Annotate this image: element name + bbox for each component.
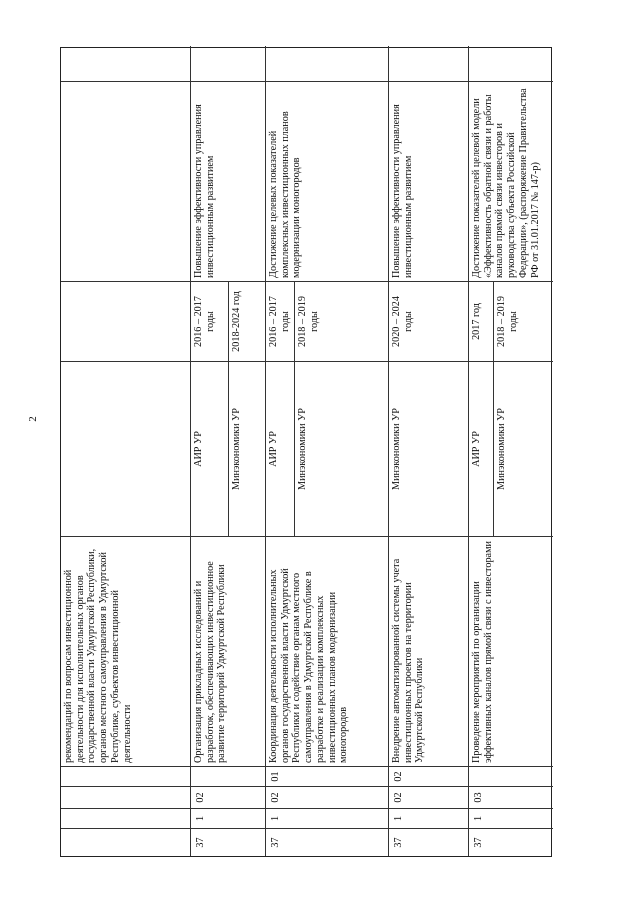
code-cell (61, 786, 190, 808)
event-name-cell: Организация прикладных исследований и разработок, обеспечивающих инвестиционное развитие территорий Удмуртской Республики (191, 536, 265, 766)
code-cell: 1 (389, 808, 468, 828)
executor-primary: Минэкономики УР (391, 408, 402, 490)
executor-cell (389, 361, 468, 536)
note-cell (469, 46, 553, 81)
executor-cell (191, 361, 265, 536)
executor-primary: АИР УР (268, 431, 279, 467)
table-row (266, 46, 389, 856)
executor-cell (469, 361, 553, 536)
note-cell (266, 46, 388, 81)
program-table (60, 47, 552, 857)
result-cell (61, 81, 190, 281)
result-cell: Повышение эффективности управления инвестиционным развитием (389, 81, 468, 281)
result-cell: Достижение целевых показателей комплексных инвестиционных планов модернизации моногородов (266, 81, 388, 281)
code-cell: 37 (191, 828, 265, 856)
code-cell: 37 (469, 828, 553, 856)
term-secondary: 2018 – 2019 годы (294, 282, 388, 361)
note-cell (191, 46, 265, 81)
note-cell (61, 46, 190, 81)
executor-cell (61, 361, 190, 536)
executor-secondary: Минэкономики УР (493, 362, 553, 536)
table-row (469, 46, 553, 856)
code-cell: 02 (191, 786, 265, 808)
page-number: 2 (26, 416, 39, 422)
code-cell (61, 808, 190, 828)
code-cell: 37 (389, 828, 468, 856)
event-name-cell: Координация деятельности исполнительных органов государственной власти Удмуртской Республики и содействие органам местного самоуправления в Удмуртской Республике в разработке и реализации комплексных инвестиционных планов модернизации моногородов (266, 536, 388, 766)
executor-secondary: Минэкономики УР (228, 362, 265, 536)
executor-secondary: Минэкономики УР (294, 362, 388, 536)
code-cell (191, 766, 265, 786)
event-name-cell: Проведение мероприятий по организации эффективных каналов прямой связи с инвесторами (469, 536, 553, 766)
term-primary: 2020 – 2024 годы (391, 296, 414, 347)
term-cell (469, 281, 553, 361)
executor-cell (266, 361, 388, 536)
code-cell: 02 (266, 786, 388, 808)
code-cell: 03 (469, 786, 553, 808)
term-cell (191, 281, 265, 361)
term-secondary: 2018-2024 год (228, 282, 265, 361)
note-cell (389, 46, 468, 81)
code-cell (61, 766, 190, 786)
term-cell (266, 281, 388, 361)
executor-primary: АИР УР (193, 431, 204, 467)
code-cell: 1 (469, 808, 553, 828)
code-cell: 1 (266, 808, 388, 828)
table-row (191, 46, 266, 856)
event-name-cell: Внедрение автоматизированной системы учета инвестиционных проектов на территории Удмуртской Республики (389, 536, 468, 766)
term-primary: 2016 – 2017 годы (193, 296, 216, 347)
term-primary: 2017 год (471, 303, 482, 340)
term-primary: 2016 – 2017 годы (268, 296, 291, 347)
result-cell: Достижение показателей целевой модели «Эффективность обратной связи и работы каналов прямой связи инвесторов и руководства субъекта Российской Федерации», (распоряжение Правительства РФ от 31.01.2017 № 147-р) (469, 81, 553, 281)
result-cell: Повышение эффективности управления инвестиционным развитием (191, 81, 265, 281)
executor-primary: АИР УР (471, 431, 482, 467)
code-cell: 02 (389, 766, 468, 786)
event-name-cell: рекомендаций по вопросам инвестиционной деятельности для исполнительных органов государственной власти Удмуртской Республики, органов местного самоуправления в Удмуртской Республике, субъектов инвестиционной деятельности (61, 536, 190, 766)
code-cell (469, 766, 553, 786)
code-cell: 02 (389, 786, 468, 808)
code-cell: 1 (191, 808, 265, 828)
term-cell (389, 281, 468, 361)
code-cell: 37 (266, 828, 388, 856)
table-row (61, 46, 191, 856)
code-cell: 01 (266, 766, 388, 786)
table-row (389, 46, 469, 856)
term-secondary: 2018 – 2019 годы (493, 282, 553, 361)
term-cell (61, 281, 190, 361)
code-cell (61, 828, 190, 856)
